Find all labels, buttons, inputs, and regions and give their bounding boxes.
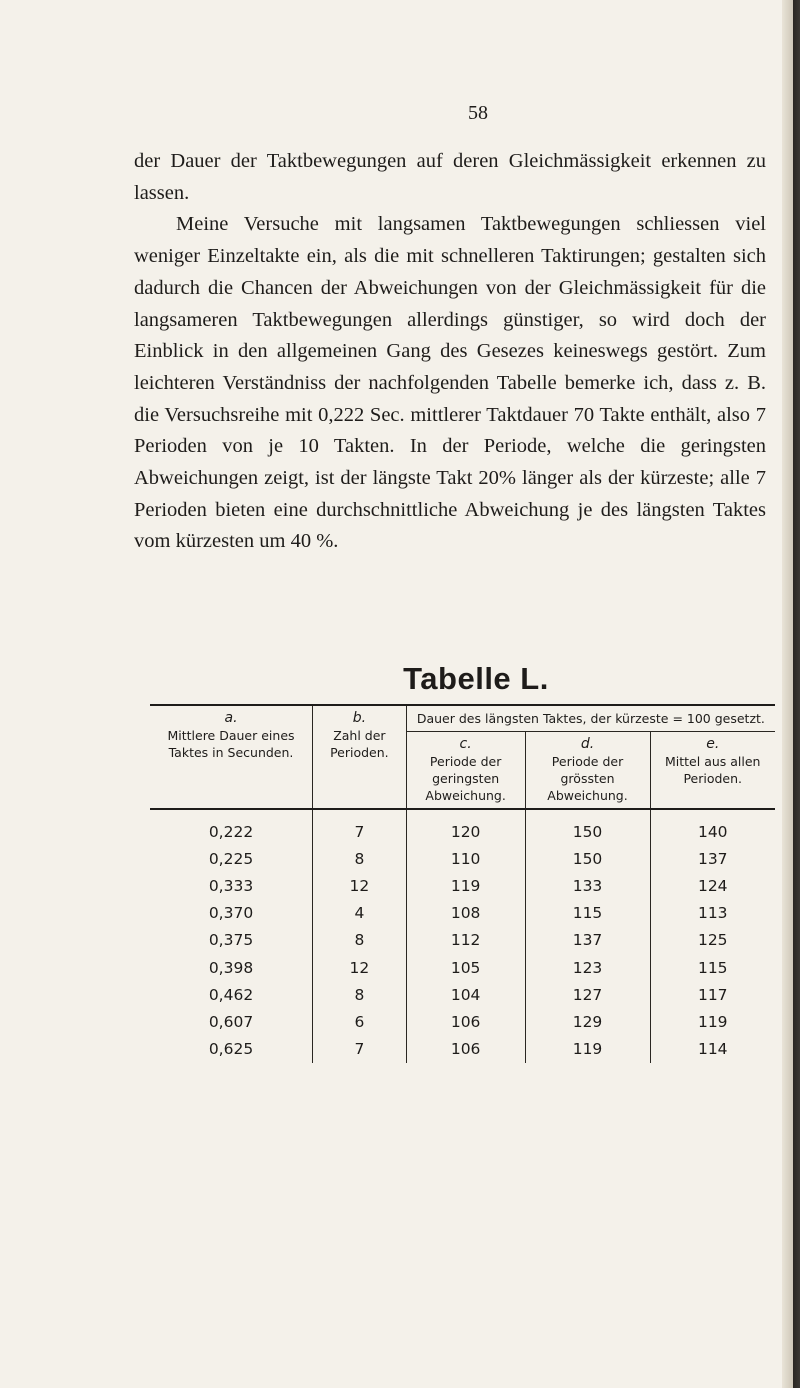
data-table [150,704,775,1063]
cell-d: 123 [525,954,650,981]
cell-d: 150 [525,809,650,845]
table-row [150,954,775,981]
column-group-header: Dauer des längsten Taktes, der kürzeste = 100 gesetzt. [406,706,775,732]
cell-b: 8 [313,981,407,1008]
cell-a: 0,222 [208,822,254,841]
cell-b: 8 [313,927,407,954]
table-row [150,872,775,899]
cell-b: 12 [313,954,407,981]
table-row [150,1036,775,1063]
column-header-d: d. Periode der grössten Abweichung. [525,732,650,810]
cell-e: 140 [650,809,775,845]
cell-c: 104 [406,981,525,1008]
table-row [150,1008,775,1035]
cell-a: 0,607 [208,1012,254,1031]
table-row [150,981,775,1008]
cell-b: 8 [313,845,407,872]
cell-a: 0,462 [208,985,254,1004]
cell-e: 114 [650,1036,775,1063]
cell-d: 133 [525,872,650,899]
cell-d: 129 [525,1008,650,1035]
column-header-a: a. Mittlere Dauer eines Taktes in Secunden. [150,706,313,809]
table-row [150,845,775,872]
cell-e: 115 [650,954,775,981]
cell-a: 0,398 [208,958,254,977]
cell-c: 106 [406,1008,525,1035]
cell-c: 119 [406,872,525,899]
cell-a: 0,333 [208,876,254,895]
cell-a: 0,625 [208,1040,254,1059]
cell-a: 0,375 [208,931,254,950]
cell-a: 0,370 [208,904,254,923]
cell-a: 0,225 [208,849,254,868]
cell-e: 119 [650,1008,775,1035]
cell-b: 7 [313,809,407,845]
cell-c: 110 [406,845,525,872]
table-row [150,809,775,845]
cell-e: 117 [650,981,775,1008]
column-header-e: e. Mittel aus allen Perioden. [650,732,775,810]
table-row [150,900,775,927]
cell-c: 108 [406,900,525,927]
cell-d: 119 [525,1036,650,1063]
cell-c: 112 [406,927,525,954]
cell-d: 137 [525,927,650,954]
table-title: Tabelle L. [403,661,549,696]
cell-c: 120 [406,809,525,845]
cell-e: 137 [650,845,775,872]
cell-b: 7 [313,1036,407,1063]
cell-b: 6 [313,1008,407,1035]
cell-b: 12 [313,872,407,899]
cell-d: 127 [525,981,650,1008]
paragraph-1: der Dauer der Taktbewegungen auf deren Gleichmässigkeit erkennen zu lassen. [134,150,766,204]
column-header-c: c. Periode der geringsten Abweichung. [406,732,525,810]
cell-d: 115 [525,900,650,927]
cell-d: 150 [525,845,650,872]
paragraph-2: Meine Versuche mit langsamen Taktbewegungen schliessen viel weniger Einzeltakte ein, als die mit schnelleren Taktirungen; gestalten sich dadurch die Chancen der Abweichungen von der Gleichmässigkeit für die langsameren Taktbewegungen allerdings günstiger, so wird doch der Einblick in den allgemeinen Gang des Gesezes keineswegs gestört. Zum leichteren Verständniss der nachfolgenden Tabelle bemerke ich, dass z. B. die Versuchsreihe mit 0,222 Sec. mittlerer Taktdauer 70 Takte enthält, also 7 Perioden von je 10 Takten. In der Periode, welche die geringsten Abweichungen zeigt, ist der längste Takt 20% länger als der kürzeste; alle 7 Perioden bieten eine durchschnittliche Abweichung je des längsten Taktes vom kürzesten um 40 %. [134,213,766,553]
cell-e: 113 [650,900,775,927]
cell-e: 124 [650,872,775,899]
cell-c: 105 [406,954,525,981]
column-header-b: b. Zahl der Perioden. [313,706,407,809]
cell-c: 106 [406,1036,525,1063]
page-number: 58 [468,102,488,124]
cell-b: 4 [313,900,407,927]
body-text [134,146,766,558]
table-row [150,927,775,954]
cell-e: 125 [650,927,775,954]
